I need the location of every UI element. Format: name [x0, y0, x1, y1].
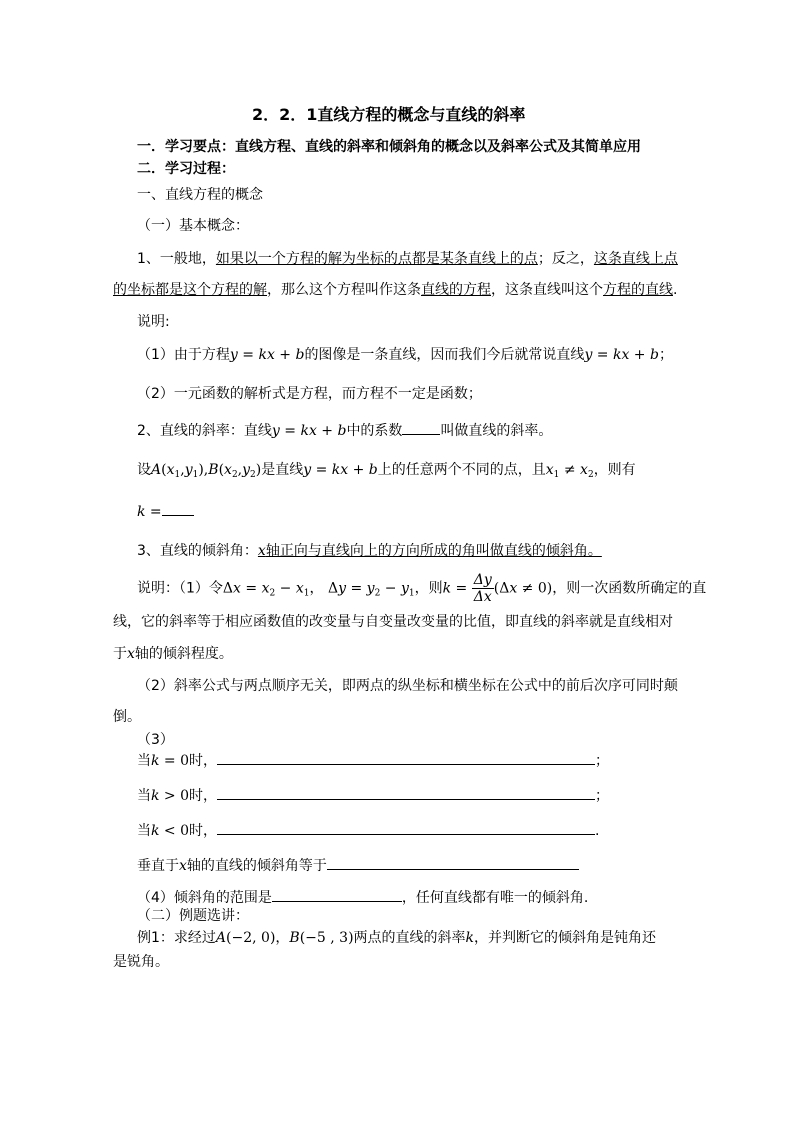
- definition-line-1: 1、一般地，如果以一个方程的解为坐标的点都是某条直线上的点；反之，这条直线上点: [137, 251, 678, 267]
- note-3-line-2: 线，它的斜率等于相应函数值的改变量与自变量改变量的比值，即直线的斜率就是直线相对: [113, 614, 673, 630]
- part-heading: 一、直线方程的概念: [137, 187, 263, 203]
- note-3-line-3: 于x轴的倾斜程度。: [113, 646, 233, 662]
- note-5-label: （3）: [137, 732, 174, 748]
- formula-blank[interactable]: [162, 507, 194, 516]
- case-blank[interactable]: [217, 820, 595, 835]
- inclination-range: （4）倾斜角的范围是 ，任何直线都有唯一的倾斜角.: [137, 887, 588, 908]
- two-points-line: 设$A(x_1,y_1),B(x_2,y_2)$是直线y = kx + b上的任意两个不同的点，且$x_1 \ne x_2$，则有: [137, 462, 636, 480]
- note-1: （1）由于方程y = kx + b的图像是一条直线，因而我们今后就常说直线y = kx + b；: [137, 347, 673, 363]
- definition-line-2: 的坐标都是这个方程的解，那么这个方程叫作这条直线的方程，这条直线叫这个方程的直线.: [113, 282, 678, 298]
- basic-concepts-heading: （一）基本概念：: [137, 218, 249, 234]
- answer-blank[interactable]: [402, 420, 440, 435]
- example-1-line-1: 例1：求经过A(−2, 0)，B(−5 , 3)两点的直线的斜率k，并判断它的倾斜角是钝角还: [137, 930, 657, 946]
- page-title: 2．2．1直线方程的概念与直线的斜率: [252, 105, 526, 124]
- case-k-zero: 当k = 0时， ；: [137, 750, 609, 771]
- vertical-line-angle: 垂直于x轴的直线的倾斜角等于: [137, 855, 579, 876]
- angle-blank[interactable]: [327, 855, 579, 870]
- note-increment: 说明：（1）令$\Delta x = x_2 - x_1$， $\Delta y = y_2 - y_1$，则k = $\frac{\Delta y}{\Delta x}$ (Δx ≠ 0)，则一次函数所确定的直: [137, 572, 707, 605]
- inclination-definition: 3、直线的倾斜角：x轴正向与直线向上的方向所成的角叫做直线的倾斜角。: [137, 543, 602, 559]
- example-1-line-2: 是锐角。: [113, 954, 169, 970]
- case-blank[interactable]: [217, 750, 595, 765]
- note-4-line-2: 倒。: [113, 709, 141, 725]
- case-k-positive: 当k > 0时， ；: [137, 785, 609, 806]
- slope-formula-blank: k =: [137, 502, 194, 522]
- note-label: 说明:: [137, 314, 170, 330]
- note-4-line-1: （2）斜率公式与两点顺序无关，即两点的纵坐标和横坐标在公式中的前后次序可同时颠: [137, 678, 678, 694]
- slope-definition: 2、直线的斜率：直线y = kx + b中的系数 叫做直线的斜率。: [137, 420, 552, 441]
- examples-heading: （二）例题选讲：: [137, 908, 249, 924]
- learning-process: 二．学习过程：: [137, 161, 235, 177]
- slope-fraction: $\frac{\Delta y}{\Delta x}$: [473, 572, 492, 605]
- note-2: （2）一元函数的解析式是方程，而方程不一定是函数；: [137, 386, 482, 402]
- learning-points: 一．学习要点：直线方程、直线的斜率和倾斜角的概念以及斜率公式及其简单应用: [137, 139, 641, 155]
- case-blank[interactable]: [217, 785, 595, 800]
- case-k-negative: 当k < 0时， .: [137, 820, 599, 841]
- range-blank[interactable]: [272, 887, 402, 902]
